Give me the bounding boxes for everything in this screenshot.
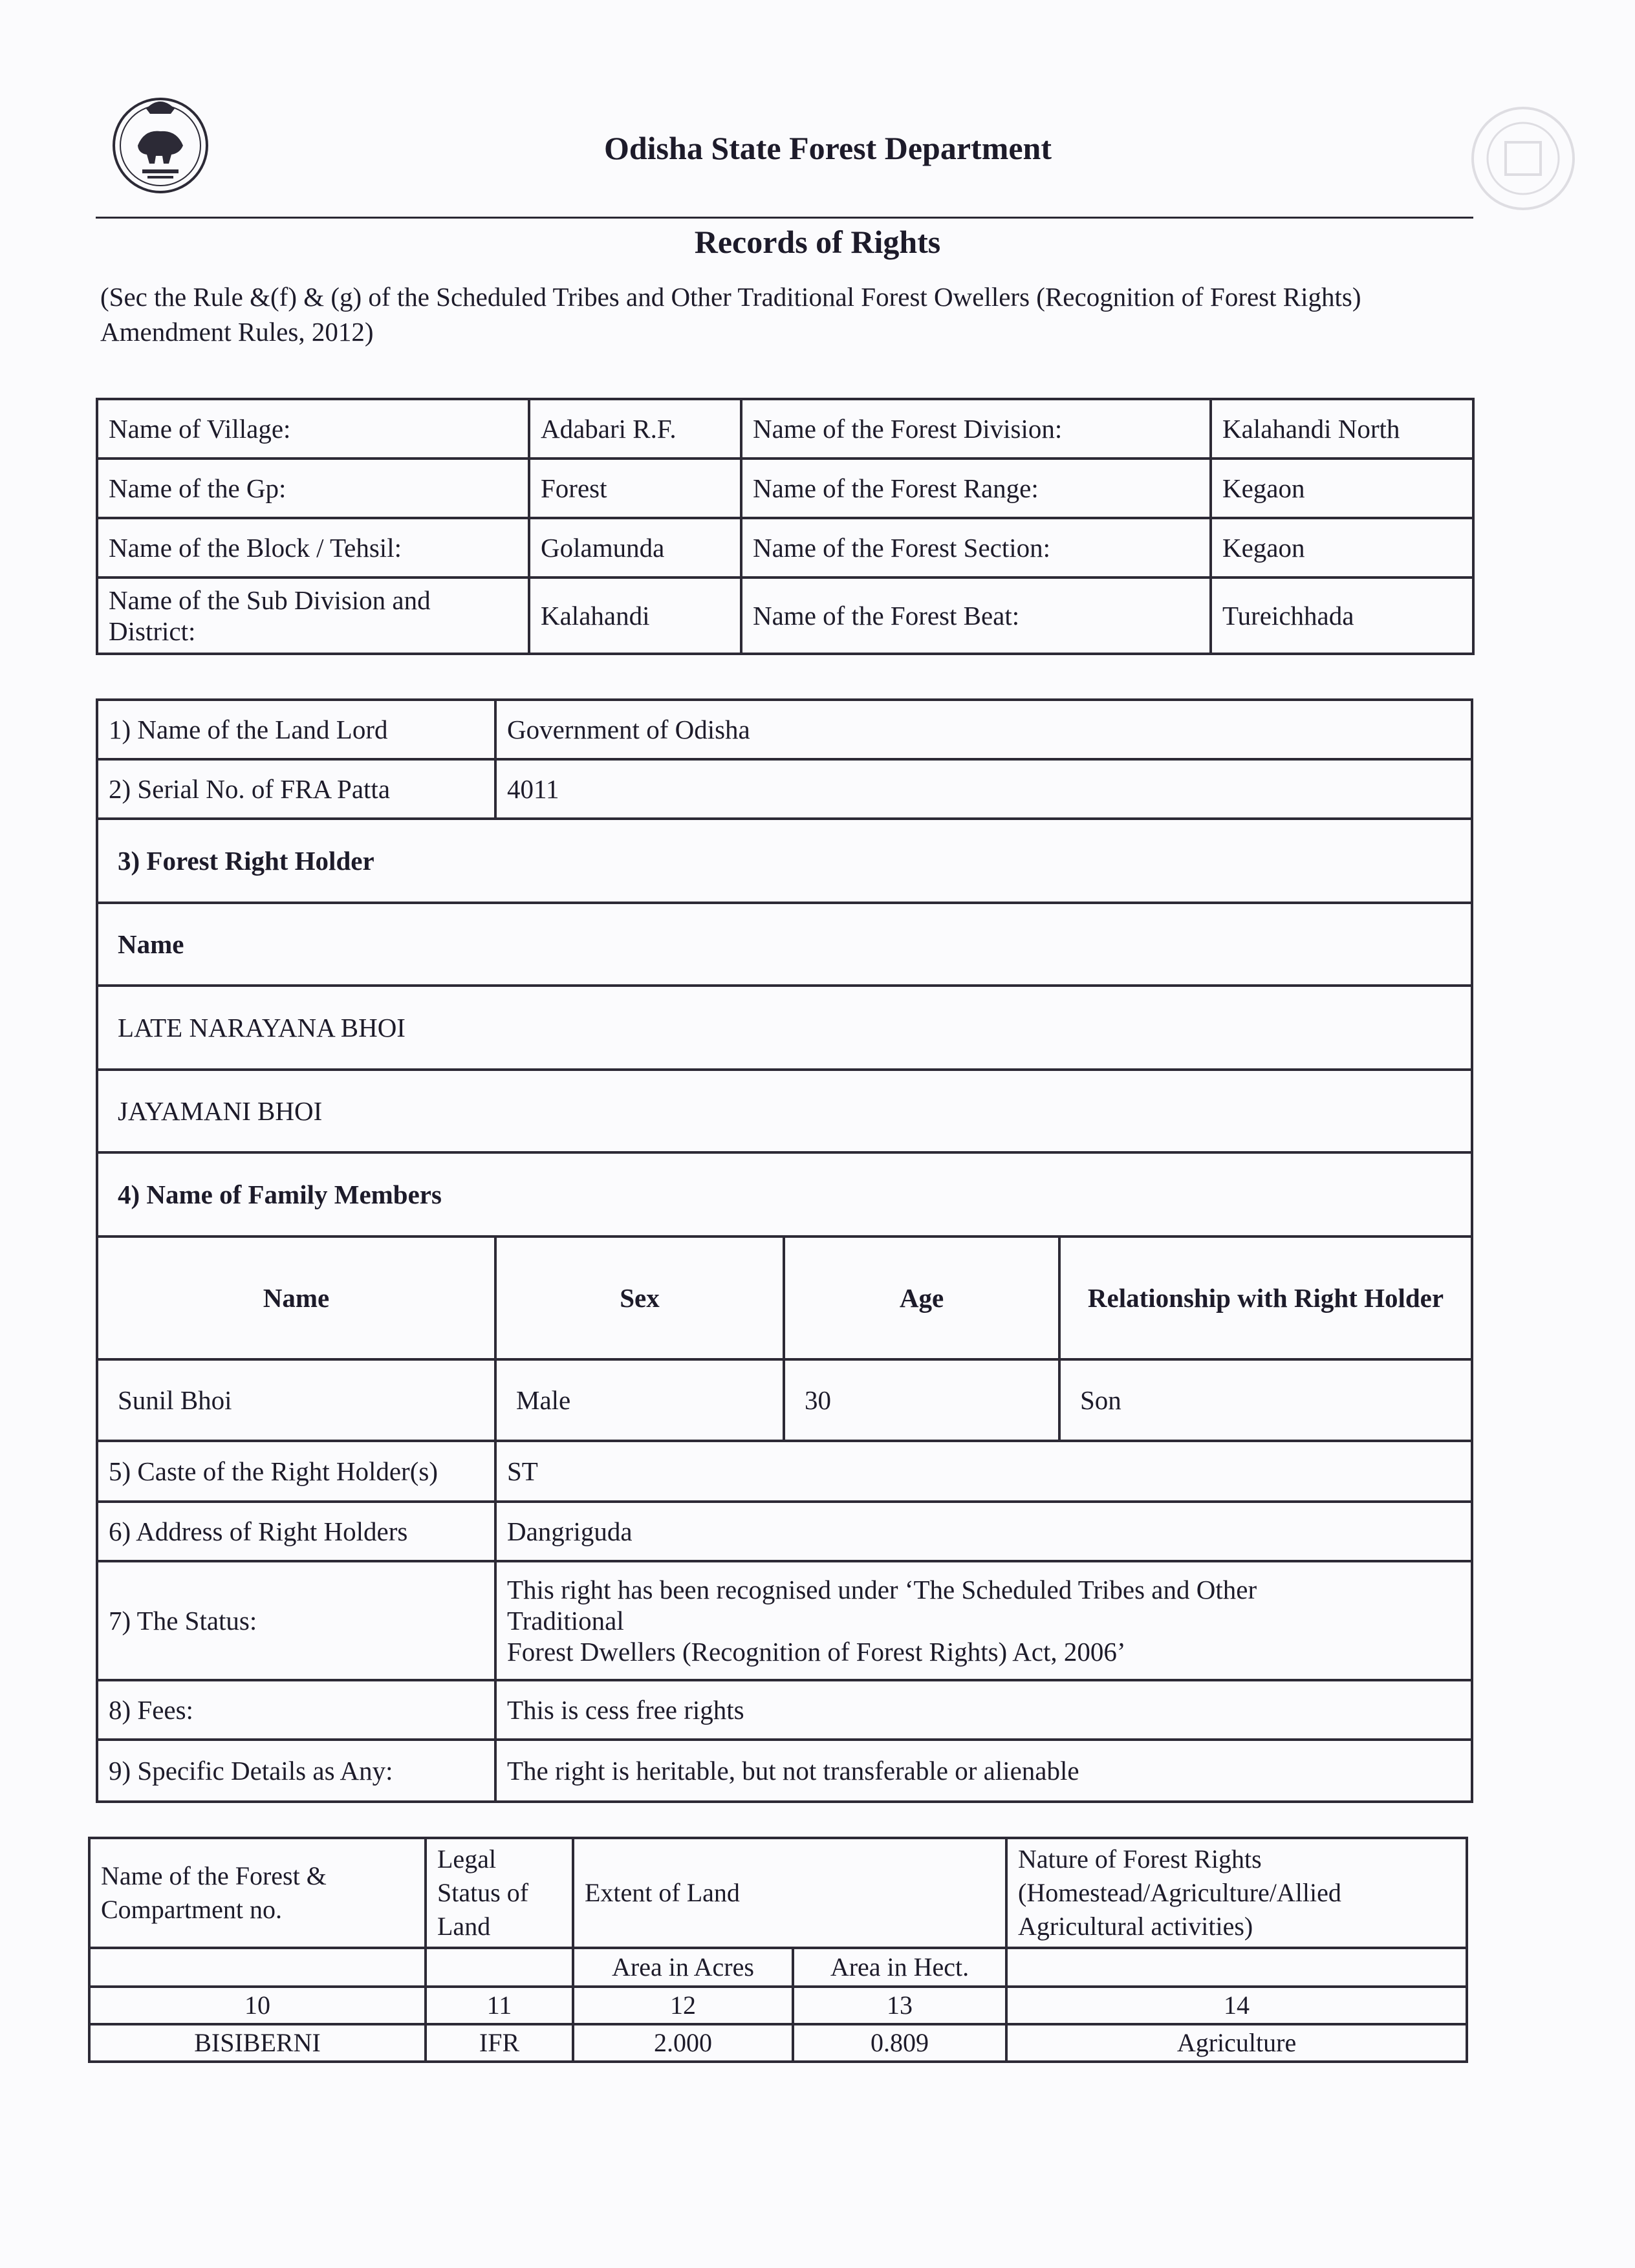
value-sub-division: Kalahandi: [529, 578, 741, 654]
value-gp: Forest: [529, 459, 741, 518]
holder-heading: 3) Forest Right Holder: [97, 819, 1472, 903]
label-forest-division: Name of the Forest Division:: [741, 399, 1211, 459]
status-line-2: Traditional: [507, 1606, 624, 1636]
document-subtitle: (Sec the Rule &(f) & (g) of the Scheduled Tribes and Other Traditional Forest Owellers (Recognition of Forest Rights) Amendment Rules, 2012): [100, 282, 1361, 347]
status-line-3: Forest Dwellers (Recognition of Forest Rights) Act, 2006’: [507, 1637, 1126, 1667]
table-row: [97, 1237, 1472, 1359]
table-row: [89, 1948, 1467, 1987]
name-heading: Name: [97, 903, 1472, 986]
empty-cell: [1006, 1948, 1467, 1987]
fees-label: 8) Fees:: [97, 1680, 495, 1740]
location-table: [96, 398, 1475, 655]
table-row: [97, 1441, 1472, 1502]
value-village: Adabari R.F.: [529, 399, 741, 459]
col-number-11: 11: [426, 1987, 573, 2024]
empty-cell: [89, 1948, 426, 1987]
table-row: [97, 986, 1472, 1070]
value-forest-beat: Tureichhada: [1211, 578, 1473, 654]
table-row: [97, 1152, 1472, 1237]
value-forest-section: Kegaon: [1211, 518, 1473, 578]
table-row: [97, 1359, 1472, 1441]
col-number-13: 13: [793, 1987, 1006, 2024]
table-row: [97, 1070, 1472, 1152]
rights-table: [96, 698, 1473, 1803]
department-title: Odisha State Forest Department: [603, 130, 1052, 166]
label-sub-division: Name of the Sub Division and District:: [97, 578, 529, 654]
family-col-name: Name: [97, 1237, 495, 1359]
serial-label: 2) Serial No. of FRA Patta: [97, 759, 495, 819]
status-label: 7) The Status:: [97, 1561, 495, 1680]
col-forest-compartment: Name of the Forest & Compartment no.: [89, 1838, 426, 1948]
status-value: [495, 1561, 1472, 1680]
land-nature: Agriculture: [1006, 2024, 1467, 2062]
table-row: [89, 1838, 1467, 1948]
land-lord-value: Government of Odisha: [495, 700, 1472, 759]
land-forest-name: BISIBERNI: [89, 2024, 426, 2062]
land-area-hect: 0.809: [793, 2024, 1006, 2062]
address-value: Dangriguda: [495, 1502, 1472, 1561]
land-table: [88, 1837, 1468, 2063]
label-forest-beat: Name of the Forest Beat:: [741, 578, 1211, 654]
table-row: [89, 1987, 1467, 2024]
col-nature-of-rights: Nature of Forest Rights (Homestead/Agriculture/Allied Agricultural activities): [1006, 1838, 1467, 1948]
value-forest-division: Kalahandi North: [1211, 399, 1473, 459]
label-forest-section: Name of the Forest Section:: [741, 518, 1211, 578]
holder-name-2: JAYAMANI BHOI: [97, 1070, 1472, 1152]
label-village: Name of Village:: [97, 399, 529, 459]
table-row: [97, 578, 1473, 654]
family-col-age: Age: [784, 1237, 1059, 1359]
table-row: [97, 819, 1472, 903]
family-col-sex: Sex: [495, 1237, 784, 1359]
table-row: [97, 1740, 1472, 1802]
table-row: [97, 903, 1472, 986]
family-col-relationship: Relationship with Right Holder: [1059, 1237, 1472, 1359]
caste-label: 5) Caste of the Right Holder(s): [97, 1441, 495, 1502]
details-value: The right is heritable, but not transferable or alienable: [495, 1740, 1472, 1802]
sub-area-hect: Area in Hect.: [793, 1948, 1006, 1987]
table-row: [97, 700, 1472, 759]
member-sex: Male: [495, 1359, 784, 1441]
caste-value: ST: [495, 1441, 1472, 1502]
table-row: [97, 518, 1473, 578]
value-block: Golamunda: [529, 518, 741, 578]
sub-area-acres: Area in Acres: [573, 1948, 793, 1987]
value-forest-range: Kegaon: [1211, 459, 1473, 518]
fees-value: This is cess free rights: [495, 1680, 1472, 1740]
land-legal-status: IFR: [426, 2024, 573, 2062]
faint-seal-stamp: [1468, 103, 1578, 213]
table-row: [97, 459, 1473, 518]
col-legal-status: Legal Status of Land: [426, 1838, 573, 1948]
table-row: [97, 399, 1473, 459]
table-row: [97, 1680, 1472, 1740]
col-number-10: 10: [89, 1987, 426, 2024]
member-name: Sunil Bhoi: [97, 1359, 495, 1441]
table-row: [97, 1502, 1472, 1561]
col-number-12: 12: [573, 1987, 793, 2024]
serial-value: 4011: [495, 759, 1472, 819]
holder-name-1: LATE NARAYANA BHOI: [97, 986, 1472, 1070]
document-title: Records of Rights: [694, 224, 941, 260]
family-heading: 4) Name of Family Members: [97, 1152, 1472, 1237]
label-forest-range: Name of the Forest Range:: [741, 459, 1211, 518]
table-row: [97, 759, 1472, 819]
table-row: [89, 2024, 1467, 2062]
label-gp: Name of the Gp:: [97, 459, 529, 518]
land-lord-label: 1) Name of the Land Lord: [97, 700, 495, 759]
member-relationship: Son: [1059, 1359, 1472, 1441]
land-area-acres: 2.000: [573, 2024, 793, 2062]
label-block: Name of the Block / Tehsil:: [97, 518, 529, 578]
member-age: 30: [784, 1359, 1059, 1441]
col-number-14: 14: [1006, 1987, 1467, 2024]
address-label: 6) Address of Right Holders: [97, 1502, 495, 1561]
empty-cell: [426, 1948, 573, 1987]
details-label: 9) Specific Details as Any:: [97, 1740, 495, 1802]
table-row: [97, 1561, 1472, 1680]
status-line-1: This right has been recognised under ‘The Scheduled Tribes and Other: [507, 1575, 1257, 1604]
col-extent-of-land: Extent of Land: [573, 1838, 1006, 1948]
header-divider: [96, 217, 1473, 219]
